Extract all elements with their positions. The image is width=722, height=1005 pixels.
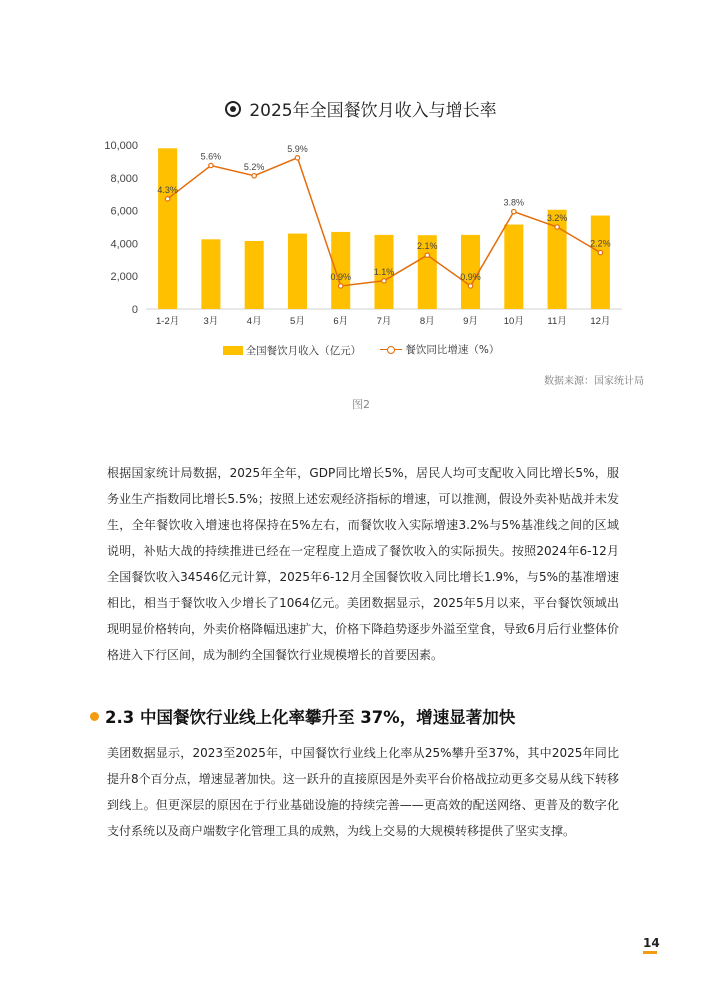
line-point [425,253,429,257]
line-point [339,284,343,288]
x-tick-label: 1-2月 [156,316,180,327]
data-label: 0.9% [460,271,481,282]
legend-label-revenue: 全国餐饮月收入（亿元） [245,344,362,357]
line-point [598,250,602,254]
data-label: 3.8% [503,197,525,208]
x-tick-label: 10月 [503,316,524,327]
data-label: 5.9% [287,143,308,154]
line-point [512,209,516,213]
x-tick-label: 9月 [463,316,478,327]
line-point [382,279,386,283]
legend-label-growth: 餐饮同比增速（%） [405,344,500,356]
chart [0,130,722,335]
section-heading-text: 2.3 中国餐饮行业线上化率攀升至 37%，增速显著加快 [105,708,516,727]
bar [245,241,264,309]
line-point [209,163,213,167]
x-tick-label: 12月 [590,316,611,327]
figure-caption: 图2 [352,398,370,411]
x-tick-label: 8月 [419,316,435,327]
legend-item-revenue [223,343,362,358]
page-number: 14 [643,936,660,950]
data-label: 2.2% [590,238,611,249]
bar [504,225,523,309]
chart-legend [0,342,722,358]
y-tick-label: 4,000 [110,238,138,251]
bar [288,234,307,309]
data-label: 4.3% [157,184,178,195]
data-label: 1.1% [373,266,395,277]
y-tick-label: 6,000 [110,205,138,218]
y-tick-label: 10,000 [104,140,138,152]
line-point [252,174,256,178]
page-number-underline [643,951,657,954]
data-label: 5.2% [243,161,265,172]
x-tick-label: 7月 [376,316,392,327]
y-tick-label: 2,000 [110,271,138,284]
data-source: 数据来源：国家统计局 [544,376,644,387]
section-heading [90,704,515,728]
line-point [468,284,472,288]
data-label: 5.6% [200,151,222,162]
data-label: 0.9% [330,271,351,282]
x-tick-label: 4月 [246,316,262,327]
chart-title-text: 2025年全国餐饮月收入与增长率 [249,101,497,121]
legend-bar-swatch [223,346,243,355]
bar [158,148,177,309]
x-tick-label: 11月 [547,316,567,327]
line-point [555,225,559,229]
x-tick-label: 3月 [203,316,219,327]
legend-item-growth [380,342,499,357]
line-point [165,197,169,201]
x-tick-label: 6月 [333,316,349,327]
chart-title [0,96,722,121]
line-point [295,156,299,160]
body-paragraph-1: 根据国家统计局数据，2025年全年，GDP同比增长5%，居民人均可支配收入同比增长5%，服务业生产指数同比增长5.5%；按照上述宏观经济指标的增速，可以推测，假设外卖补贴战并未发生，全年餐饮收入增速也将保持在5%左右，而餐饮收入实际增速3.2%与5%基准线之间的区域说明，补贴大战的持续推进已经在一定程度上造成了餐饮收入的实际损失。按照2024年6-12月全国餐饮收入34546亿元计算，2025年6-12月全国餐饮收入同比增长1.9%，与5%的基准增速相比，相当于餐饮收入少增长了1064亿元。美团数据显示，2025年5月以来，平台餐饮领域出现明显价格转向，外卖价格降幅迅速扩大，价格下降趋势逐步外溢至堂食，导致6月后行业整体价格进入下行区间，成为制约全国餐饮行业规模增长的首要因素。 [107,466,619,662]
x-tick-label: 5月 [290,316,305,327]
body-paragraph-2: 美团数据显示，2023至2025年，中国餐饮行业线上化率从25%攀升至37%，其中2025年同比提升8个百分点，增速显著加快。这一跃升的直接原因是外卖平台价格战拉动更多交易从线下转移到线上。但更深层的原因在于行业基础设施的持续完善——更高效的配送网络、更普及的数字化支付系统以及商户端数字化管理工具的成熟，为线上交易的大规模转移提供了坚实支撑。 [107,746,619,838]
legend-line-swatch [380,345,402,355]
bar [591,216,610,309]
y-tick-label: 0 [131,304,138,316]
y-tick-label: 8,000 [110,172,138,185]
bar [201,239,220,309]
data-label: 2.1% [417,241,438,252]
bar [331,232,350,309]
target-circle-icon [225,101,241,117]
data-label: 3.2% [546,213,568,223]
orange-bullet-icon [90,712,99,721]
